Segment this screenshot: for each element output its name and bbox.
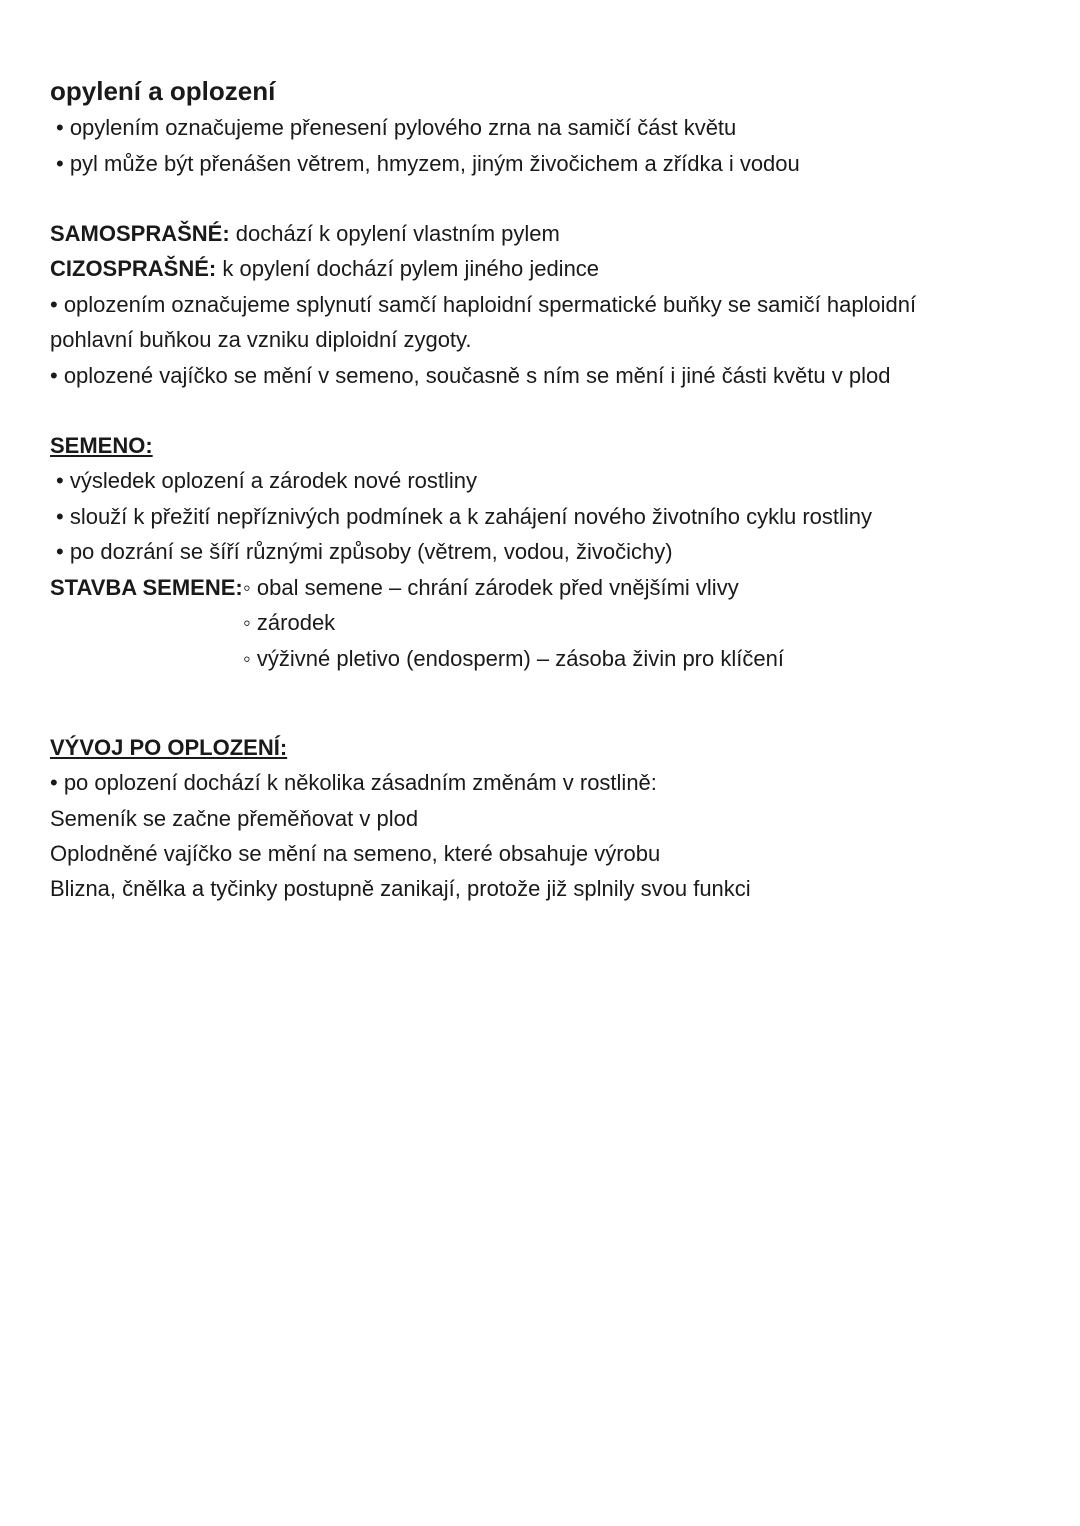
samosprasne-line [50, 219, 560, 249]
list-item: • po oplození dochází k několika zásadním změnám v rostlině: [50, 770, 657, 795]
list-item: Oplodněné vajíčko se mění na semeno, které obsahuje výrobu [50, 841, 661, 866]
cizosprasne-line [50, 254, 599, 284]
list-item: • opylením označujeme přenesení pylového zrna na samičí část květu [56, 115, 737, 140]
samosprasne-text: dochází k opylení vlastním pylem [229, 221, 560, 246]
oplozeni-line-2: pohlavní buňkou za vzniku diploidní zygoty. [50, 327, 472, 352]
list-item: • pyl může být přenášen větrem, hmyzem, jiným živočichem a zřídka i vodou [56, 151, 800, 176]
stavba-semene-label: STAVBA SEMENE: [50, 575, 243, 600]
list-item: • slouží k přežití nepříznivých podmínek a k zahájení nového životního cyklu rostliny [56, 504, 872, 529]
oplozeni-line-1: • oplozením označujeme splynutí samčí haploidní spermatické buňky se samičí haploidní [50, 292, 917, 317]
list-item: ◦ výživné pletivo (endosperm) – zásoba živin pro klíčení [243, 646, 784, 671]
list-item: • po dozrání se šíří různými způsoby (větrem, vodou, živočichy) [56, 539, 673, 564]
list-item: ◦ obal semene – chrání zárodek před vnějšími vlivy [243, 575, 739, 600]
list-item: Semeník se začne přeměňovat v plod [50, 806, 419, 831]
list-item: • výsledek oplození a zárodek nové rostliny [56, 468, 478, 493]
samosprasne-label: SAMOSPRAŠNÉ: [50, 221, 230, 246]
cizosprasne-label: CIZOSPRAŠNÉ: [50, 256, 217, 281]
semeno-heading: SEMENO: [50, 433, 153, 458]
list-item: Blizna, čnělka a tyčinky postupně zanikají, protože již splnily svou funkci [50, 876, 751, 901]
cizosprasne-text: k opylení dochází pylem jiného jedince [216, 256, 600, 281]
page-title: opylení a oplození [50, 76, 276, 106]
oplozene-line: • oplozené vajíčko se mění v semeno, současně s ním se mění i jiné části květu v plod [50, 363, 891, 388]
list-item: ◦ zárodek [243, 610, 336, 635]
vyvoj-heading: VÝVOJ PO OPLOZENÍ: [50, 735, 288, 760]
